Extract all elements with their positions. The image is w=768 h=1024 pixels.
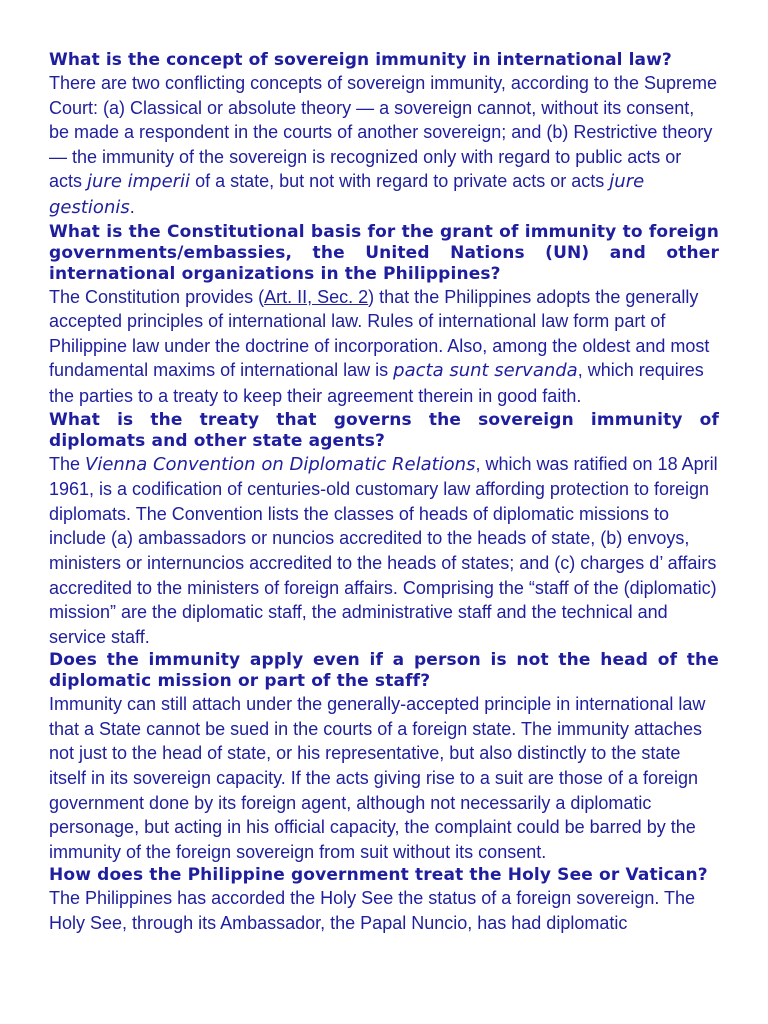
answer-text: The [49,453,86,474]
answer-text: . [129,196,135,217]
treaty-title: Vienna Convention on Diplomatic Relations [85,453,476,475]
answer-text: of a state, but not with regard to private acts or acts [190,171,610,192]
question-heading: What is the Constitutional basis for the grant of immunity to foreign governments/embassies, the United Nations (UN) and other international organizations in the Philippines? [49,221,719,284]
document-page [49,50,719,937]
answer-paragraph [49,452,719,650]
answer-text: There are two conflicting concepts of sovereign immunity, according to the Supreme Court: (a) Classical or absolute theory — a sovereign cannot, without its consent, be made a respondent in the courts of another sovereign; and (b) Restrictive theory — the immunity of the sovereign is recognized only with regard to public acts or acts [49,73,717,192]
answer-text: The Philippines has accorded the Holy See the status of a foreign sovereign. The Holy See, through its Ambassador, the Papal Nuncio, has had diplomatic [49,888,696,934]
answer-paragraph [49,285,719,409]
constitution-reference-link[interactable]: Art. II, Sec. 2 [264,286,369,307]
answer-text: ) that the Philippines adopts the generally accepted principles of international law. Rules of international law form part of Philippine law under the doctrine of incorporation. Also, among the oldest and most fundamental maxims of international law is [49,286,710,381]
question-heading: What is the treaty that governs the sovereign immunity of diplomats and other state agents? [49,409,719,451]
answer-text: , which was ratified on 18 April 1961, is a codification of centuries-old customary law affording protection to foreign diplomats. The Convention lists the classes of heads of diplomatic missions to include (a) ambassadors or nuncios accredited to the heads of state, (b) envoys, ministers or internuncios accredited to the heads of states; and (c) charges d’ affairs accredited to the ministers of foreign affairs. Comprising the “staff of the (diplomatic) mission” are the diplomatic staff, the administrative staff and the technical and service staff. [49,453,718,647]
answer-paragraph [49,886,719,935]
answer-paragraph [49,692,719,864]
answer-paragraph [49,71,719,221]
question-heading: How does the Philippine government treat the Holy See or Vatican? [49,865,708,886]
latin-term: jure gestionis [49,171,645,218]
question-heading: Does the immunity apply even if a person is not the head of the diplomatic mission or part of the staff? [49,650,719,692]
latin-term: jure imperii [87,171,191,193]
answer-text: Immunity can still attach under the generally-accepted principle in international law that a State cannot be sued in the courts of a foreign state. The immunity attaches not just to the head of state, or his representative, but also distinctly to the state itself in its sovereign capacity. If the acts giving rise to a suit are those of a foreign government done by its foreign agent, although not necessarily a diplomatic personage, but acting in his official capacity, the complaint could be barred by the immunity of the foreign sovereign from suit without its consent. [49,694,706,862]
answer-text: The Constitution provides ( [49,286,265,307]
answer-text: , which requires the parties to a treaty to keep their agreement therein in good faith. [49,360,704,406]
latin-term: pacta sunt servanda [393,360,578,382]
question-heading: What is the concept of sovereign immunity in international law? [49,50,672,70]
